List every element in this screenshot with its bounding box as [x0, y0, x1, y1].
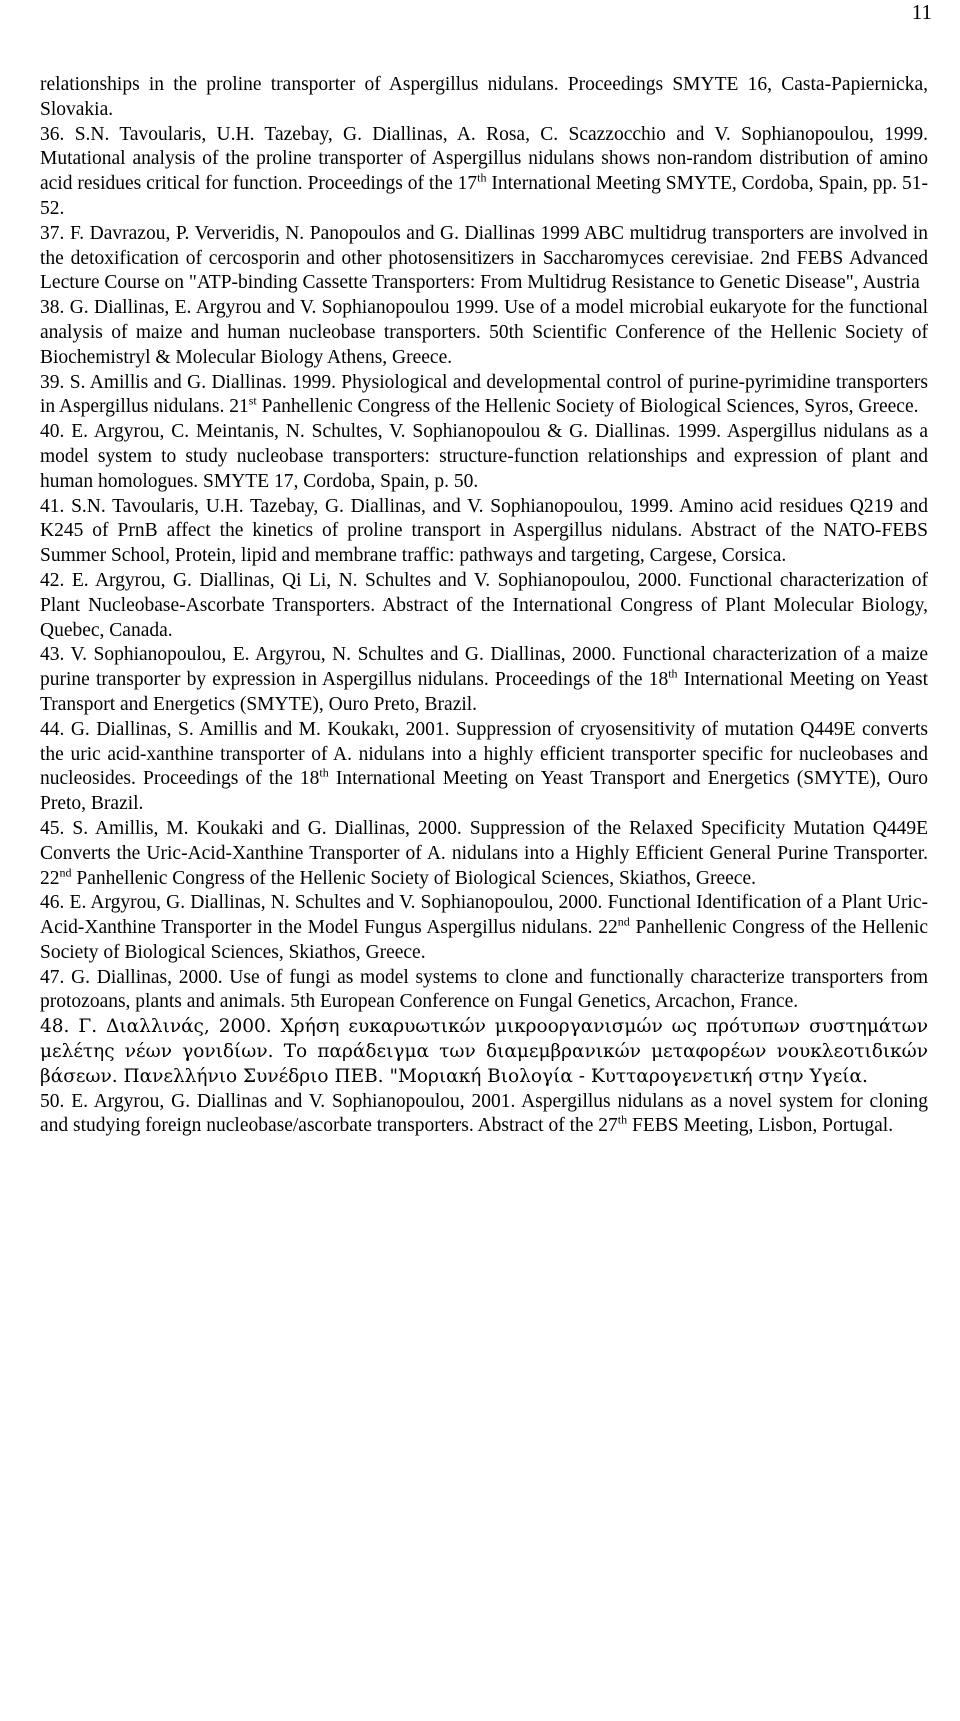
- reference-text: FEBS Meeting, Lisbon, Portugal.: [627, 1115, 894, 1137]
- reference-text: Panhellenic Congress of the Hellenic Society of Biological Sciences, Skiathos, Greece.: [71, 867, 756, 889]
- reference-entry: [40, 222, 928, 296]
- reference-number: 45.: [40, 817, 65, 839]
- ordinal-superscript: nd: [617, 914, 630, 929]
- reference-entry: [40, 420, 928, 494]
- entries-container: [40, 123, 928, 1140]
- ordinal-superscript: th: [668, 666, 678, 681]
- reference-number: 36.: [40, 123, 65, 145]
- reference-entry: [40, 569, 928, 643]
- ordinal-superscript: th: [319, 765, 329, 780]
- reference-number: 50.: [40, 1090, 65, 1112]
- reference-number: 48.: [40, 1016, 70, 1038]
- reference-number: 46.: [40, 892, 65, 914]
- reference-text: G. Diallinas, 2000. Use of fungi as model systems to clone and functionally characterize transporters from protozoans, plants and animals. 5th European Conference on Fungal Genetics, Arcachon, France.: [40, 966, 928, 1013]
- reference-number: 43.: [40, 644, 65, 666]
- continued-reference: relationships in the proline transporter of Aspergillus nidulans. Proceedings SMYTE 16, Casta-Papiernicka, Slovakia.: [40, 74, 928, 120]
- reference-text: Panhellenic Congress of the Hellenic Society of Biological Sciences, Skiathos, Greece.: [40, 917, 928, 963]
- reference-text: Γ. Διαλλινάς, 2000. Χρήση ευκαρυωτικών μικροοργανισμών ως πρότυπων συστημάτων μελέτης νέων γονιδίων. Το παράδειγμα των διαμεμβρανικών μεταφορέων νουκλεοτιδικών βάσεων. Πανελλήνιο Συνέδριο ΠΕΒ. "Μοριακή Βιολογία - Κυτταρογενετική στην Υγεία.: [40, 1016, 928, 1087]
- reference-list: [40, 73, 928, 1139]
- reference-text: S.N. Tavoularis, U.H. Tazebay, G. Diallinas, and V. Sophianopoulou, 1999. Amino acid residues Q219 and K245 of PrnB affect the kinetics of proline transport in Aspergillus nidulans. Abstract of the NATO-FEBS Summer School, Protein, lipid and membrane traffic: pathways and targeting, Cargese, Corsica.: [40, 495, 928, 567]
- page-number: 11: [911, 0, 932, 24]
- ordinal-superscript: st: [248, 393, 257, 408]
- reference-text: V. Sophianopoulou, E. Argyrou, N. Schultes and G. Diallinas, 2000. Functional characterization of a maize purine transporter by expression in Aspergillus nidulans. Proceedings of the 18: [40, 644, 928, 691]
- reference-text: S. Amillis, M. Koukaki and G. Diallinas, 2000. Suppression of the Relaxed Specificity Mutation Q449E Converts the Uric-Acid-Xanthine Transporter of A. nidulans into a Highly Efficient General Purine Transporter. 22: [40, 817, 929, 889]
- reference-number: 40.: [40, 421, 65, 443]
- reference-entry: [40, 495, 928, 569]
- reference-entry: [40, 371, 928, 421]
- reference-text: Panhellenic Congress of the Hellenic Society of Biological Sciences, Syros, Greece.: [256, 396, 919, 418]
- reference-text: E. Argyrou, G. Diallinas, N. Schultes and V. Sophianopoulou, 2000. Functional Identification of a Plant Uric-Acid-Xanthine Transporter in the Model Fungus Aspergillus nidulans. 22: [40, 892, 929, 939]
- ordinal-superscript: th: [617, 1112, 628, 1127]
- reference-text: International Meeting on Yeast Transport and Energetics (SMYTE), Ouro Preto, Brazil.: [40, 768, 928, 815]
- reference-text: S.N. Tavoularis, U.H. Tazebay, G. Diallinas, A. Rosa, C. Scazzocchio and V. Sophianopoulou, 1999. Mutational analysis of the proline transporter of Aspergillus nidulans shows non-random distribution of amino acid residues critical for function. Proceedings of the 17: [40, 123, 929, 195]
- reference-number: 42.: [40, 569, 65, 591]
- reference-text: International Meeting on Yeast Transport and Energetics (SMYTE), Ouro Preto, Brazil.: [40, 669, 928, 715]
- reference-entry: [40, 891, 928, 965]
- reference-entry: [40, 817, 928, 891]
- reference-number: 47.: [40, 966, 65, 988]
- reference-entry: [40, 718, 928, 817]
- reference-entry: [40, 1090, 928, 1140]
- reference-number: 38.: [40, 297, 65, 319]
- reference-entry: [40, 123, 928, 222]
- ordinal-superscript: nd: [59, 865, 72, 879]
- reference-number: 37.: [40, 222, 65, 244]
- reference-text: F. Davrazou, P. Ververidis, N. Panopoulos and G. Diallinas 1999 ABC multidrug transporters are involved in the detoxification of cercosporin and other photosensitizers in Saccharomyces cerevisiae. 2nd FEBS Advanced Lecture Course on "ATP-binding Cassette Transporters: From Multidrug Resistance to Genetic Disease", Austria: [40, 222, 928, 294]
- reference-text: S. Amillis and G. Diallinas. 1999. Physiological and developmental control of purine-pyrimidine transporters in Aspergillus nidulans. 21: [40, 371, 928, 418]
- reference-entry: [40, 296, 928, 370]
- reference-text: E. Argyrou, C. Meintanis, N. Schultes, V. Sophianopoulou & G. Diallinas. 1999. Aspergillus nidulans as a model system to study nucleobase transporters: structure-function relationships and expression of plant and human homologues. SMYTE 17, Cordoba, Spain, p. 50.: [40, 421, 928, 492]
- reference-entry: [40, 1015, 928, 1089]
- reference-number: 41.: [40, 495, 65, 517]
- ordinal-superscript: th: [477, 170, 487, 185]
- reference-entry: [40, 643, 928, 717]
- reference-text: G. Diallinas, E. Argyrou and V. Sophianopoulou 1999. Use of a model microbial eukaryote for the functional analysis of maize and human nucleobase transporters. 50th Scientific Conference of the Hellenic Society of Biochemistryl & Molecular Biology Athens, Greece.: [40, 297, 928, 368]
- reference-text: E. Argyrou, G. Diallinas and V. Sophianopoulou, 2001. Aspergillus nidulans as a novel system for cloning and studying foreign nucleobase/ascorbate transporters. Abstract of the 27: [40, 1090, 928, 1137]
- reference-entry: [40, 966, 928, 1016]
- reference-text: G. Diallinas, S. Amillis and M. Koukakι, 2001. Suppression of cryosensitivity of mutation Q449E converts the uric acid-xanthine transporter of A. nidulans into a highly efficient transporter specific for nucleobases and nucleosides. Proceedings of the 18: [40, 718, 929, 790]
- reference-number: 44.: [40, 718, 65, 740]
- reference-text: International Meeting SMYTE, Cordoba, Spain, pp. 51-52.: [40, 173, 929, 219]
- reference-text: E. Argyrou, G. Diallinas, Qi Li, N. Schultes and V. Sophianopoulou, 2000. Functional characterization of Plant Nucleobase-Ascorbate Transporters. Abstract of the International Congress of Plant Molecular Biology, Quebec, Canada.: [40, 569, 929, 641]
- reference-number: 39.: [40, 371, 65, 393]
